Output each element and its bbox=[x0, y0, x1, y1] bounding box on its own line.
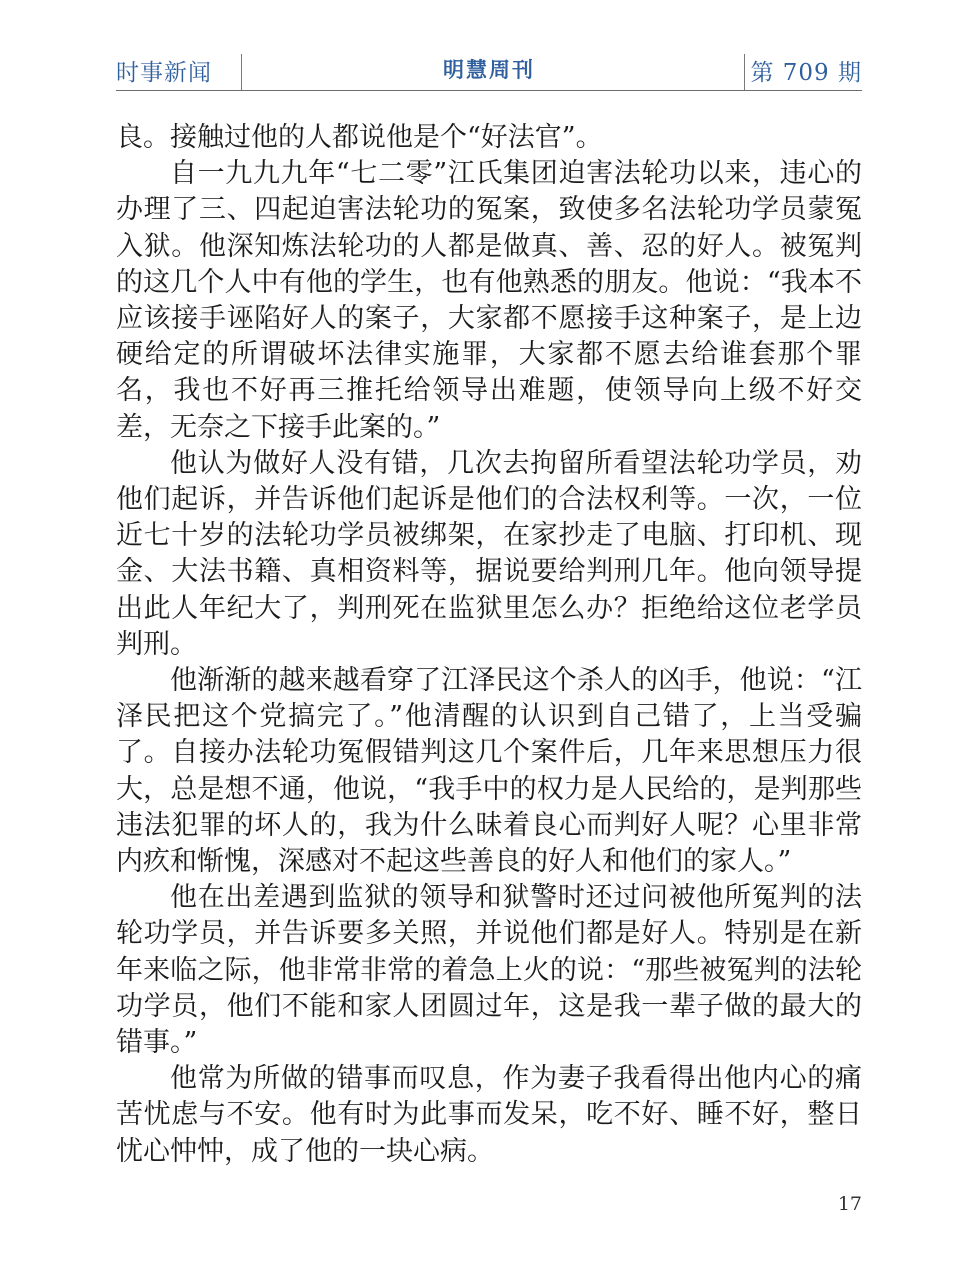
header-divider-right bbox=[744, 54, 745, 90]
article-body bbox=[116, 120, 862, 1170]
issue-number: 第 709 期 bbox=[750, 60, 862, 86]
section-label: 时事新闻 bbox=[116, 60, 212, 86]
paragraph-continuation: 良。接触过他的人都说他是个“好法官”。 bbox=[116, 122, 603, 153]
paragraph: 自一九九九年“七二零”江氏集团迫害法轮功以来，违心的办理了三、四起迫害法轮功的冤案，致使多名法轮功学员蒙冤入狱。他深知炼法轮功的人都是做真、善、忍的好人。被冤判的这几个人中有他的学生，也有他熟悉的朋友。他说：“我本不应该接手诬陷好人的案子，大家都不愿接手这种案子，是上边硬给定的所谓破坏法律实施罪，大家都不愿去给谁套那个罪名，我也不好再三推托给领导出难题，使领导向上级不好交差，无奈之下接手此案的。” bbox=[116, 158, 862, 443]
paragraph: 他常为所做的错事而叹息，作为妻子我看得出他内心的痛苦忧虑与不安。他有时为此事而发呆，吃不好、睡不好，整日忧心忡忡，成了他的一块心病。 bbox=[116, 1063, 862, 1167]
header-rule bbox=[116, 90, 862, 91]
publication-title: 明慧周刊 bbox=[443, 58, 535, 82]
paragraph: 他在出差遇到监狱的领导和狱警时还过问被他所冤判的法轮功学员，并告诉要多关照，并说他们都是好人。特别是在新年来临之际，他非常非常的着急上火的说：“那些被冤判的法轮功学员，他们不能和家人团圆过年，这是我一辈子做的最大的错事。” bbox=[116, 882, 862, 1059]
page-number: 17 bbox=[837, 1193, 862, 1215]
page-header bbox=[116, 52, 862, 92]
paragraph: 他渐渐的越来越看穿了江泽民这个杀人的凶手，他说：“江泽民把这个党搞完了。”他清醒的认识到自己错了，上当受骗了。自接办法轮功冤假错判这几个案件后，几年来思想压力很大，总是想不通，他说，“我手中的权力是人民给的，是判那些违法犯罪的坏人的，我为什么昧着良心而判好人呢？心里非常内疚和惭愧，深感对不起这些善良的好人和他们的家人。” bbox=[116, 665, 862, 878]
paragraph: 他认为做好人没有错，几次去拘留所看望法轮功学员，劝他们起诉，并告诉他们起诉是他们的合法权利等。一次，一位近七十岁的法轮功学员被绑架，在家抄走了电脑、打印机、现金、大法书籍、真相资料等，据说要给判刑几年。他向领导提出此人年纪大了，判刑死在监狱里怎么办？拒绝给这位老学员判刑。 bbox=[116, 447, 862, 660]
